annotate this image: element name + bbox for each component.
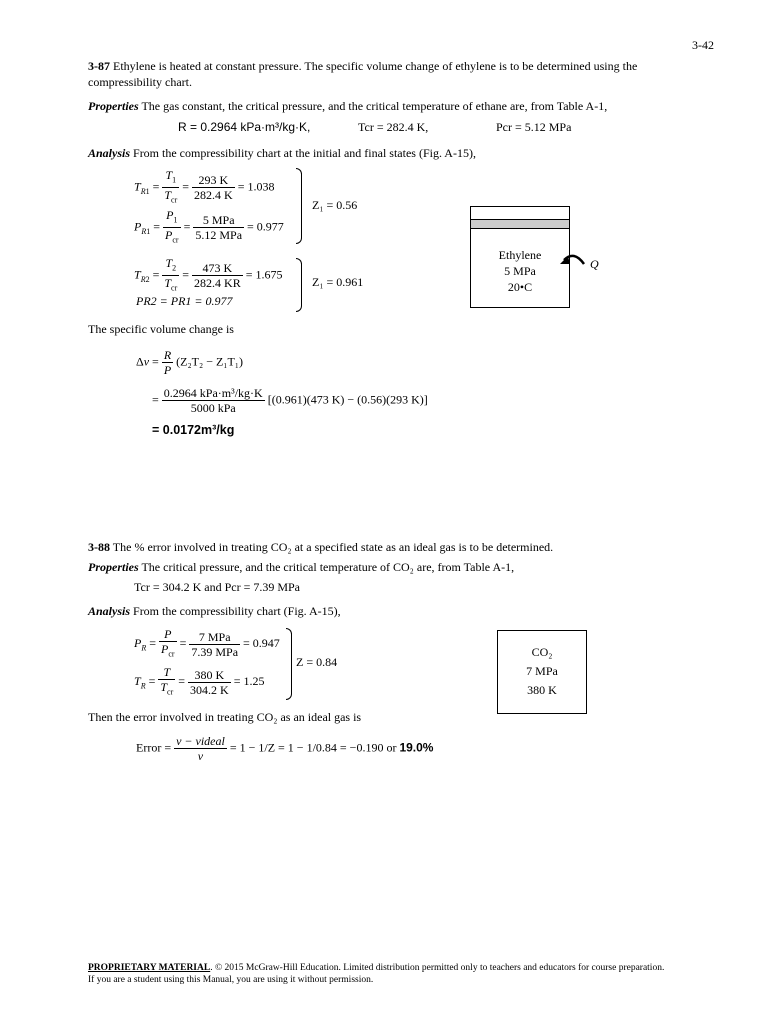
footer-line1: . © 2015 McGraw-Hill Education. Limited distribution permitted only to teachers and educators for course preparation. [210,963,665,973]
problem-387-text: Ethylene is heated at constant pressure. The specific volume change of ethylene is to be determined using the compressibility chart. [88,59,638,89]
brace-co2 [286,628,292,700]
tr-denominator: 304.2 K [190,682,229,697]
pr1-denominator: 5.12 MPa [195,228,243,243]
pr-numerator: 7 MPa [189,630,240,645]
pr-value: = 0.947 [243,635,280,650]
gas-name: Ethylene [498,248,542,262]
tr1-equation: $T_{R1}$ = $\frac{T_1}{T_{cr}}$ = $\frac{293 K}{282.4 K}$ = 1.038 [134,168,275,205]
problem-388-intro [88,539,688,555]
error-denominator: v [197,749,204,763]
tr2-equation: $T_{R2}$ = $\frac{T_2}{T_{cr}}$ = $\frac{473 K}{282.4 KR}$ = 1.675 [134,256,283,293]
tr1-value: = 1.038 [237,179,275,194]
tr-equation: $T_R$ = $\frac{T}{T_{cr}}$ = $\frac{380 K}{304.2 K}$ = 1.25 [134,665,265,697]
footer-label: PROPRIETARY MATERIAL [88,963,211,973]
problem-388-number: 3-88 [88,540,110,554]
error-tail: = 1 − 1/Z = 1 − 1/0.84 = −0.190 or [229,740,397,755]
critical-pressure-eq: Pcr = 5.12 MPa [496,120,572,134]
pr2-equation: PR2 = PR1 = 0.977 [136,294,233,308]
dv-denominator: 5000 kPa [190,401,236,415]
analysis-label-388: Analysis [88,604,131,618]
co2-temperature: 380 K [527,683,557,697]
gas-constant-eq: R = 0.2964 kPa·m³/kg·K, [178,120,311,134]
dv-result: = 0.0172m³/kg [152,423,235,437]
tr1-numerator: 293 K [192,173,235,188]
pr-equation: $P_R$ = $\frac{P}{P_{cr}}$ = $\frac{\text{7 MPa}}{\text{7.39 MPa}}$ = 0.947 [134,627,280,659]
problem-388-text: The % error involved in treating CO₂ at a specified state as an ideal gas is to be determined. [112,540,554,554]
pr1-value: = 0.977 [247,219,284,234]
pr-denominator: 7.39 MPa [191,644,239,659]
analysis-text: From the compressibility chart at the initial and final states (Fig. A-15), [133,146,476,160]
analysis-text-388: From the compressibility chart (Fig. A-15), [133,604,341,618]
svc-intro: The specific volume change is [88,322,234,336]
dv-equation: Δv = $\frac{R}{P}$ (Z₂T₂ − Z₁T₁) [136,348,243,377]
properties-label: Properties [88,99,139,113]
error-equation [136,734,433,763]
z2-result: Z₁ = 0.961 [312,275,364,289]
problem-388-analysis [88,603,688,619]
properties-label-388: Properties [88,560,139,574]
tr2-denominator: 282.4 KR [194,276,241,291]
error-numerator: v − videal [176,734,225,748]
cylinder-diagram [470,206,570,308]
page-number: 3-42 [692,38,714,52]
tr1-denominator: 282.4 K [194,188,233,203]
co2-label: CO₂ [531,645,553,659]
tr-value: = 1.25 [233,673,265,688]
co2-pressure: 7 MPa [526,664,558,678]
co2-box-contents [498,643,586,700]
pr1-numerator: 5 MPa [193,213,244,228]
problem-387-properties [88,98,688,114]
pr1-equation: $P_{R1}$ = $\frac{P_1}{P_{cr}}$ = $\frac{\text{5 MPa}}{\text{5.12 MPa}}$ = 0.977 [134,208,284,245]
heat-label: Q [590,257,599,271]
problem-387-intro [88,58,688,90]
heat-arrow-icon [558,248,588,270]
z1-result: Z₁ = 0.56 [312,198,358,212]
brace-state2 [296,258,302,312]
dv-bracket: [(0.961)(473 K) − (0.56)(293 K)] [267,392,428,407]
gas-pressure: 5 MPa [504,264,536,278]
tr-numerator: 380 K [188,668,231,683]
properties-text: The gas constant, the critical pressure, and the critical temperature of ethane are, from Table A-1, [141,99,608,113]
co2-critical-eq: Tcr = 304.2 K and Pcr = 7.39 MPa [134,580,301,594]
cylinder-contents [471,247,569,295]
tr2-numerator: 473 K [192,261,243,276]
tr2-value: = 1.675 [245,267,283,282]
dv-numerator: 0.2964 kPa·m³/kg·K [163,386,263,400]
dv-expression: (Z₂T₂ − Z₁T₁) [176,354,243,369]
error-result: 19.0% [399,740,434,755]
footer [88,962,728,986]
problem-388-properties [88,559,688,575]
brace-state1 [296,168,302,244]
problem-387-analysis [88,145,688,161]
analysis-label: Analysis [88,146,131,160]
error-label: Error = [136,740,172,755]
dv-substitution: = $\frac{\text{0.2964 kPa·m³/kg·K}}{\text{5000 kPa}}$ [(0.961)(473 K) − (0.56)(293 K)] [152,386,428,415]
piston [471,219,569,229]
problem-387-number: 3-87 [88,59,110,73]
critical-temp-eq: Tcr = 282.4 K, [358,120,429,134]
then-text: Then the error involved in treating CO₂ as an ideal gas is [88,710,362,724]
gas-temperature: 20•C [507,280,533,294]
properties-text-388: The critical pressure, and the critical temperature of CO₂ are, from Table A-1, [141,560,515,574]
z-result: Z = 0.84 [296,655,338,669]
footer-line2: If you are a student using this Manual, you are using it without permission. [88,975,374,985]
co2-state-box [497,630,587,714]
